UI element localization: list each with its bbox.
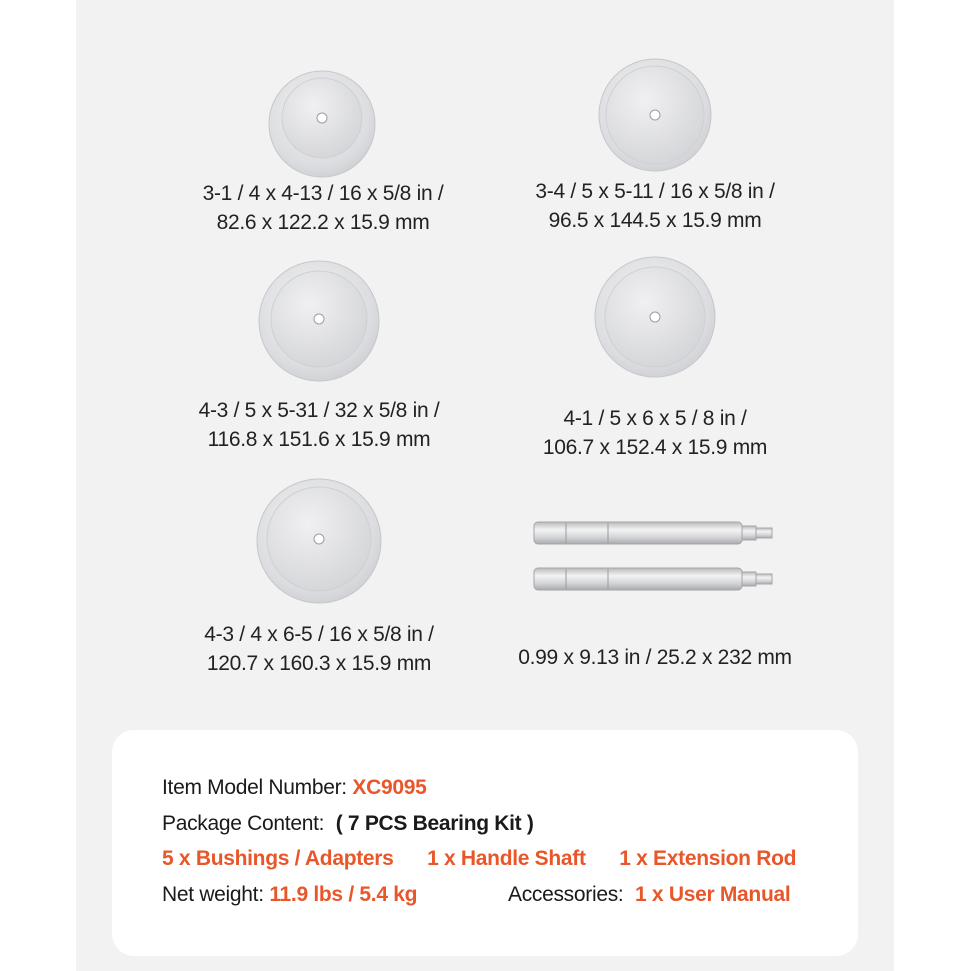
model-number-row <box>162 774 426 802</box>
dimension-label-5: 4-3 / 4 x 6-5 / 16 x 5/8 in / 120.7 x 160.3 x 15.9 mm <box>204 623 434 675</box>
model-value: XC9095 <box>352 776 427 799</box>
weight-value: 11.9 lbs / 5.4 kg <box>269 883 418 906</box>
accessories-value: 1 x User Manual <box>635 883 791 906</box>
package-content-row <box>162 810 534 838</box>
bushing-disc-5 <box>256 478 382 604</box>
dimension-label-6: 0.99 x 9.13 in / 25.2 x 232 mm <box>518 646 792 669</box>
weight-row <box>162 881 417 909</box>
dimension-label-2: 3-4 / 5 x 5-11 / 16 x 5/8 in / 96.5 x 144.5 x 15.9 mm <box>535 180 775 232</box>
dimension-label-4: 4-1 / 5 x 6 x 5 / 8 in / 106.7 x 152.4 x 15.9 mm <box>542 407 768 459</box>
bushing-disc-2 <box>598 58 712 172</box>
handle-shaft-rods <box>530 518 780 598</box>
content-extension-rod: 1 x Extension Rod <box>619 847 797 870</box>
dimension-label-3: 4-3 / 5 x 5-31 / 32 x 5/8 in / 116.8 x 151.6 x 15.9 mm <box>198 399 440 451</box>
specs-card <box>112 730 858 956</box>
model-label: Item Model Number: <box>162 776 347 799</box>
bushing-disc-1 <box>268 70 376 178</box>
package-value: ( 7 PCS Bearing Kit ) <box>335 812 534 835</box>
accessories-row <box>508 881 790 909</box>
bushing-disc-3 <box>258 260 380 382</box>
weight-label: Net weight: <box>162 883 264 906</box>
contents-row <box>162 845 796 873</box>
bushing-disc-4 <box>594 256 716 378</box>
accessories-label: Accessories: <box>508 883 624 906</box>
content-bushings: 5 x Bushings / Adapters <box>162 847 394 870</box>
package-label: Package Content: <box>162 812 325 835</box>
dimension-label-1: 3-1 / 4 x 4-13 / 16 x 5/8 in / 82.6 x 122.2 x 15.9 mm <box>202 182 444 234</box>
content-handle-shaft: 1 x Handle Shaft <box>427 847 586 870</box>
